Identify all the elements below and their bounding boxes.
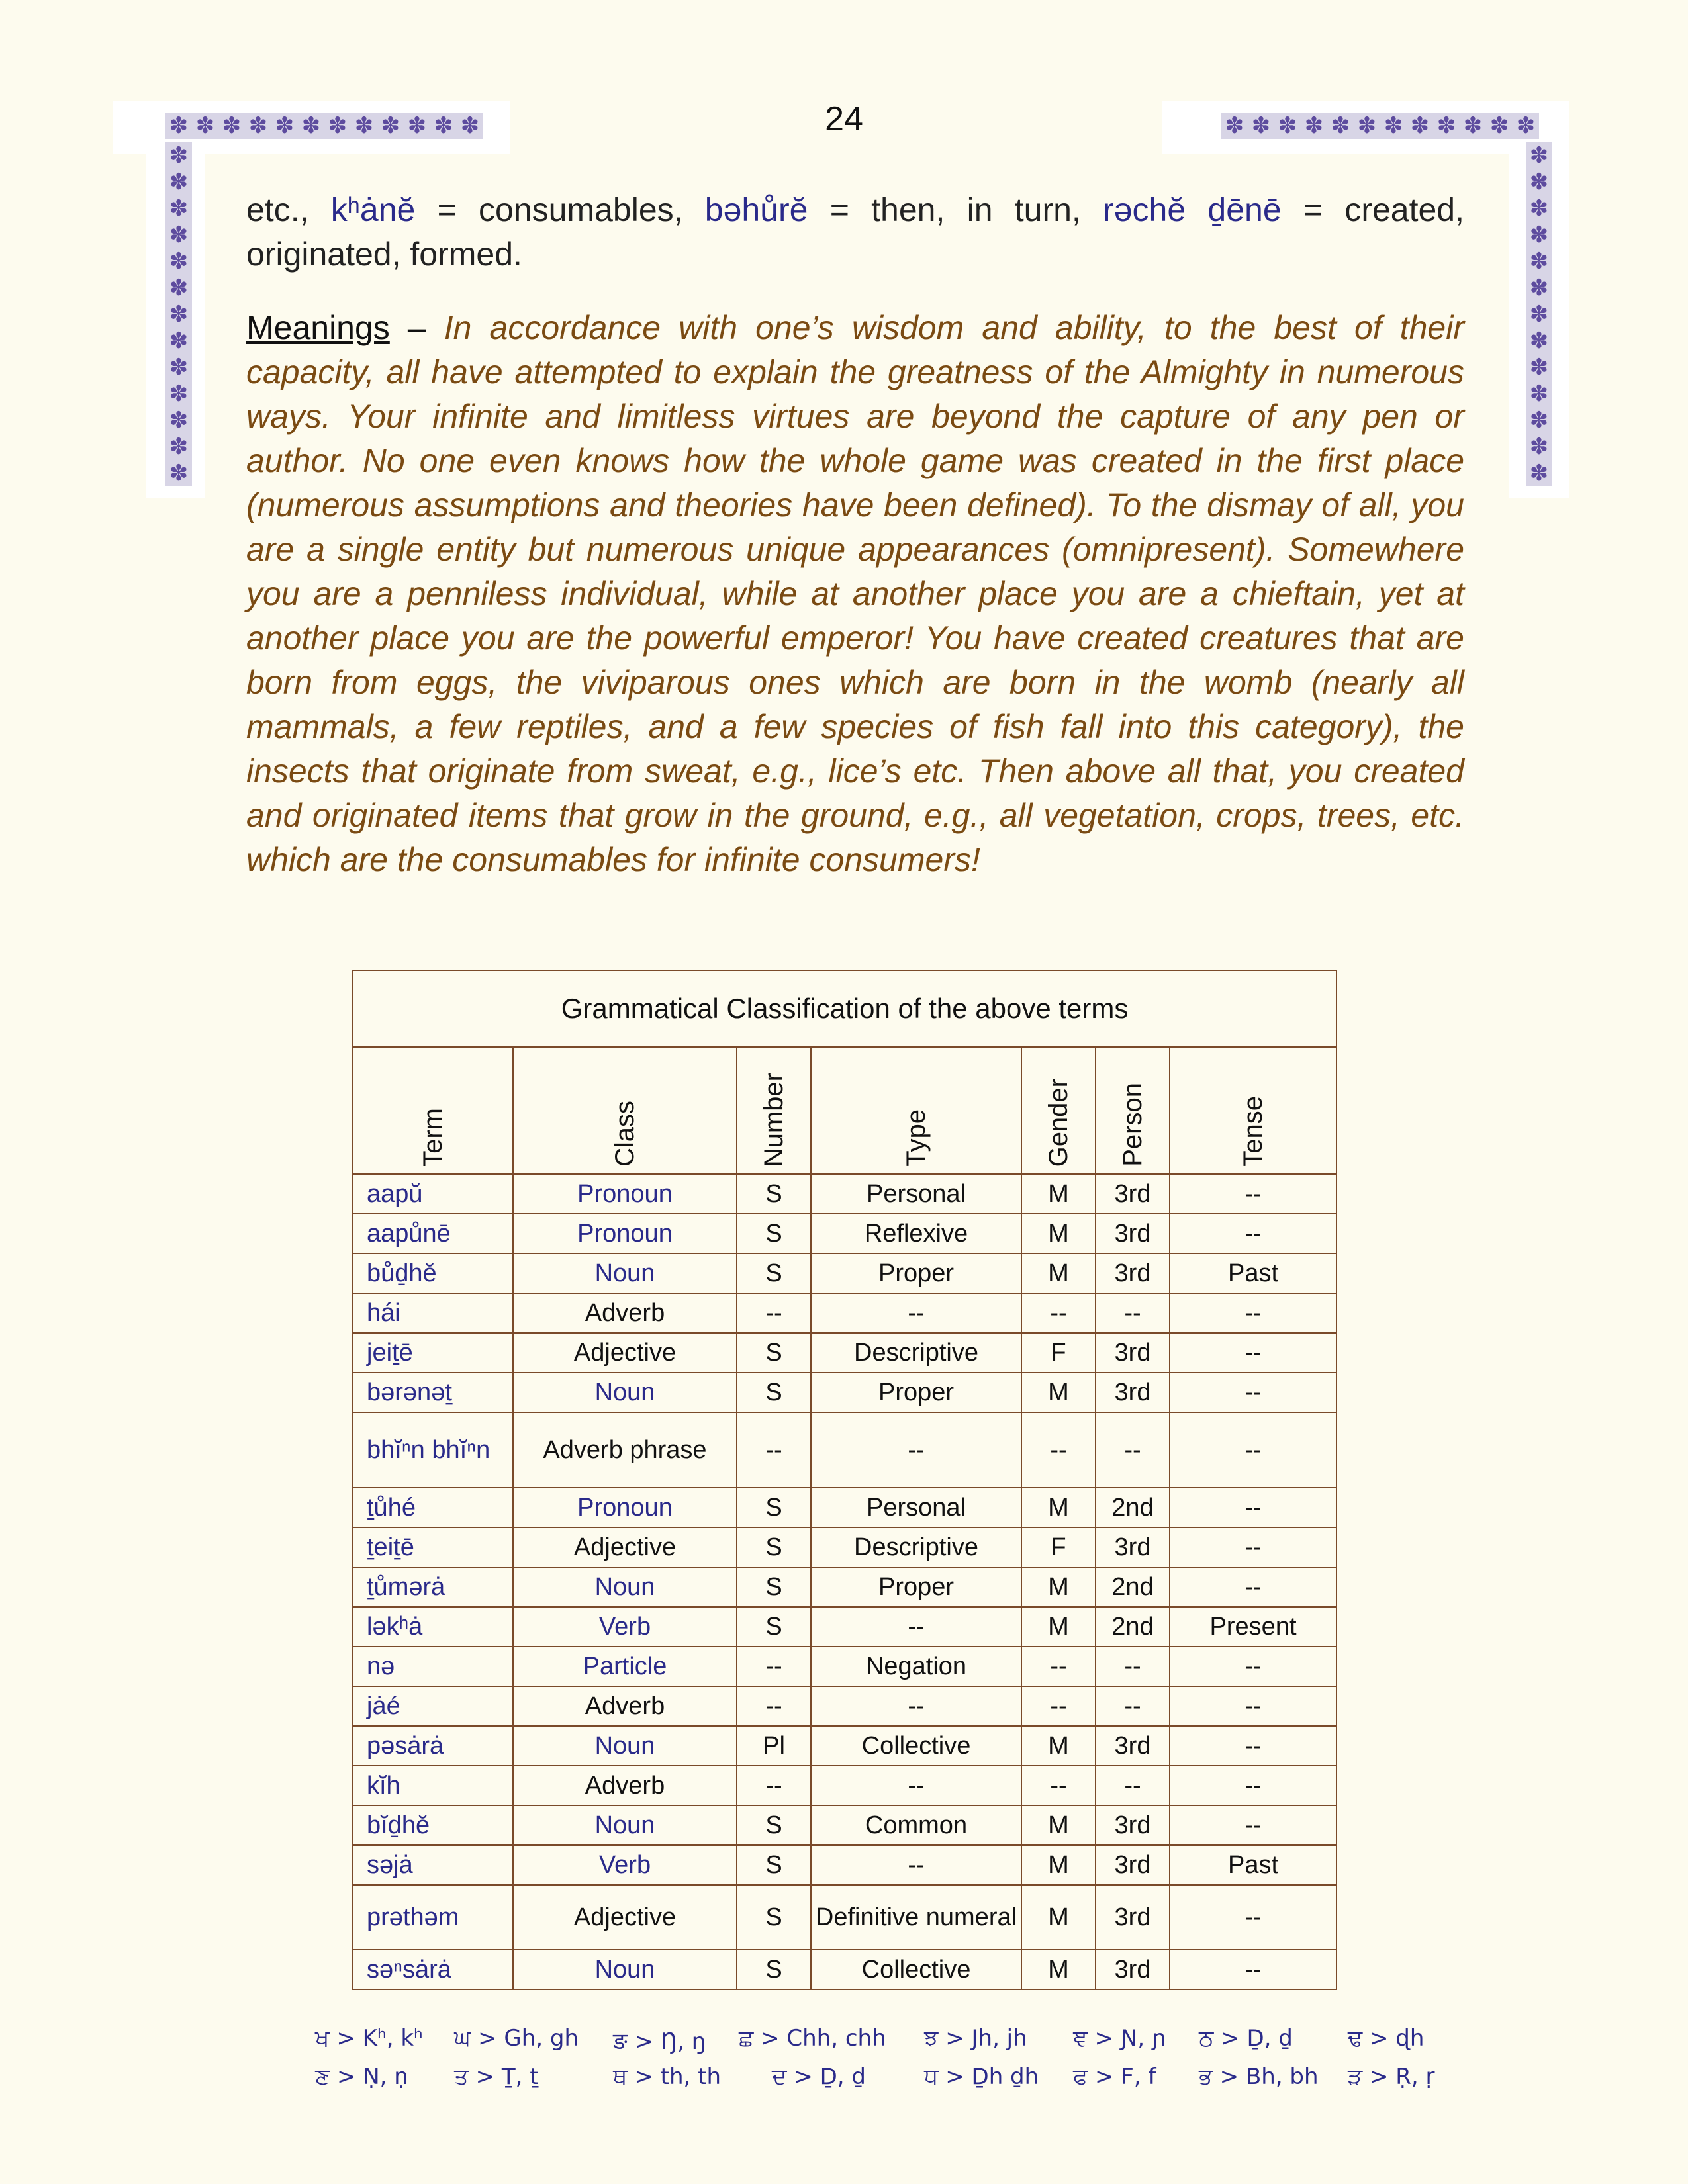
cell-number: S xyxy=(737,1845,811,1885)
cell-class: Noun xyxy=(513,1253,737,1293)
table-row xyxy=(353,1647,1336,1686)
cell-number: -- xyxy=(737,1412,811,1488)
cell-number: S xyxy=(737,1805,811,1845)
header-class: Class xyxy=(513,1047,737,1174)
cell-type: -- xyxy=(811,1412,1021,1488)
cell-person: 3rd xyxy=(1096,1726,1170,1766)
cell-type: Negation xyxy=(811,1647,1021,1686)
legend-row2-item: ਫ > F, f xyxy=(1073,2064,1156,2090)
cell-type: Collective xyxy=(811,1950,1021,1989)
cell-class: Adjective xyxy=(513,1527,737,1567)
table-row xyxy=(353,1214,1336,1253)
gloss-term-rache-dene: rəchĕ ḏēnē xyxy=(1103,191,1282,228)
cell-term: səⁿsȧrȧ xyxy=(353,1950,513,1989)
legend-row1-item: ਠ > Ḏ, ḏ xyxy=(1199,2025,1293,2052)
cell-tense: -- xyxy=(1170,1885,1336,1950)
cell-number: S xyxy=(737,1607,811,1647)
cell-term: bərənəṯ xyxy=(353,1373,513,1412)
cell-tense: -- xyxy=(1170,1726,1336,1766)
cell-gender: M xyxy=(1021,1950,1096,1989)
cell-person: 2nd xyxy=(1096,1567,1170,1607)
cell-gender: M xyxy=(1021,1567,1096,1607)
gloss-term-bahure: bəhůrĕ xyxy=(704,191,808,228)
cell-tense: -- xyxy=(1170,1686,1336,1726)
cell-term: nə xyxy=(353,1647,513,1686)
header-person: Person xyxy=(1096,1047,1170,1174)
cell-person: 3rd xyxy=(1096,1333,1170,1373)
cell-tense: -- xyxy=(1170,1373,1336,1412)
legend-row1-item: ਞ > Ɲ, ɲ xyxy=(1073,2025,1166,2052)
cell-type: -- xyxy=(811,1293,1021,1333)
cell-gender: -- xyxy=(1021,1293,1096,1333)
cell-number: -- xyxy=(737,1293,811,1333)
header-term: Term xyxy=(353,1047,513,1174)
legend-row2-item: ੜ > Ṛ, ṛ xyxy=(1348,2064,1435,2090)
cell-number: Pl xyxy=(737,1726,811,1766)
cell-type: Definitive numeral xyxy=(811,1885,1021,1950)
cell-term: aapůnē xyxy=(353,1214,513,1253)
cell-gender: M xyxy=(1021,1214,1096,1253)
cell-number: S xyxy=(737,1373,811,1412)
cell-class: Noun xyxy=(513,1726,737,1766)
cell-tense: -- xyxy=(1170,1412,1336,1488)
cell-term: pəsȧrȧ xyxy=(353,1726,513,1766)
legend-row2-item: ਤ > Ṯ, ṯ xyxy=(454,2064,539,2090)
cell-person: -- xyxy=(1096,1293,1170,1333)
cell-type: Descriptive xyxy=(811,1333,1021,1373)
table-row xyxy=(353,1293,1336,1333)
page-number: 24 xyxy=(825,100,863,138)
gloss-def-2: = then, in turn, xyxy=(808,191,1103,228)
cell-class: Adverb xyxy=(513,1686,737,1726)
cell-term: ṯůhé xyxy=(353,1488,513,1527)
meanings-text: In accordance with one’s wisdom and ability, to the best of their capacity, all have attempted to explain the greatness of the Almighty in numerous ways. Your infinite and limitless virtues are beyond the capture of any pen or author. No one even knows how the whole game was created in the first place (numerous assumptions and theories have been defined). To the dismay of all, you are a single entity but numerous unique appearances (omnipresent). Somewhere you are a penniless individual, while at another place you are a chieftain, yet at another place you are the powerful emperor! You have created creatures that are born from eggs, the viviparous ones which are born in the womb (nearly all mammals, a few reptiles, and a few species of fish fall into this category), the insects that originate from sweat, e.g., lice’s etc. Then above all that, you created and originated items that grow in the ground, e.g., all vegetation, crops, trees, etc. which are the consumables for infinite consumers! xyxy=(246,309,1464,878)
cell-gender: -- xyxy=(1021,1412,1096,1488)
cell-number: -- xyxy=(737,1647,811,1686)
legend-row2-item: ਦ > Ḏ, ḏ xyxy=(772,2064,866,2090)
cell-tense: -- xyxy=(1170,1333,1336,1373)
cell-term: jȧé xyxy=(353,1686,513,1726)
header-type: Type xyxy=(811,1047,1021,1174)
cell-gender: -- xyxy=(1021,1686,1096,1726)
table-row xyxy=(353,1607,1336,1647)
cell-type: Common xyxy=(811,1805,1021,1845)
cell-term: bhĭⁿn bhĭⁿn xyxy=(353,1412,513,1488)
cell-term: ṯůmərȧ xyxy=(353,1567,513,1607)
table-row xyxy=(353,1766,1336,1805)
cell-type: Proper xyxy=(811,1373,1021,1412)
cell-type: Descriptive xyxy=(811,1527,1021,1567)
cell-type: -- xyxy=(811,1845,1021,1885)
table-row xyxy=(353,1527,1336,1567)
meanings-label: Meanings xyxy=(246,309,390,346)
cell-gender: -- xyxy=(1021,1647,1096,1686)
cell-number: S xyxy=(737,1174,811,1214)
table-row xyxy=(353,1373,1336,1412)
cell-type: -- xyxy=(811,1607,1021,1647)
ornament-top-left: ✽ ✽ ✽ ✽ ✽ ✽ ✽ ✽ ✽ ✽ ✽ ✽ xyxy=(165,113,483,139)
cell-number: S xyxy=(737,1253,811,1293)
cell-class: Adverb xyxy=(513,1766,737,1805)
legend-row1-item: ਛ > Chh, chh xyxy=(739,2025,886,2052)
gloss-paragraph xyxy=(246,188,1464,277)
header-tense: Tense xyxy=(1170,1047,1336,1174)
table-body xyxy=(353,1174,1336,1989)
ornament-right: ✽ ✽ ✽ ✽ ✽ ✽ ✽ ✽ ✽ ✽ ✽ ✽ ✽ xyxy=(1526,142,1552,486)
gloss-term-khane: kʰȧnĕ xyxy=(330,191,416,228)
table-row xyxy=(353,1686,1336,1726)
ornament-top-right: ✽ ✽ ✽ ✽ ✽ ✽ ✽ ✽ ✽ ✽ ✽ ✽ xyxy=(1221,113,1539,139)
cell-tense: -- xyxy=(1170,1293,1336,1333)
header-gender: Gender xyxy=(1021,1047,1096,1174)
cell-tense: -- xyxy=(1170,1950,1336,1989)
meanings-dash: – xyxy=(389,309,444,346)
cell-person: 3rd xyxy=(1096,1885,1170,1950)
cell-gender: M xyxy=(1021,1885,1096,1950)
ornament-left: ✽ ✽ ✽ ✽ ✽ ✽ ✽ ✽ ✽ ✽ ✽ ✽ ✽ xyxy=(165,142,192,486)
cell-class: Noun xyxy=(513,1567,737,1607)
cell-class: Verb xyxy=(513,1607,737,1647)
cell-class: Verb xyxy=(513,1845,737,1885)
cell-class: Adjective xyxy=(513,1333,737,1373)
cell-gender: M xyxy=(1021,1726,1096,1766)
cell-type: Proper xyxy=(811,1253,1021,1293)
cell-class: Particle xyxy=(513,1647,737,1686)
cell-tense: -- xyxy=(1170,1527,1336,1567)
cell-tense: -- xyxy=(1170,1567,1336,1607)
cell-person: 3rd xyxy=(1096,1950,1170,1989)
table-row xyxy=(353,1885,1336,1950)
cell-term: bĭḏhĕ xyxy=(353,1805,513,1845)
table-row xyxy=(353,1488,1336,1527)
cell-type: Proper xyxy=(811,1567,1021,1607)
cell-gender: M xyxy=(1021,1488,1096,1527)
cell-tense: Present xyxy=(1170,1607,1336,1647)
cell-number: S xyxy=(737,1333,811,1373)
cell-gender: F xyxy=(1021,1527,1096,1567)
table-row xyxy=(353,1174,1336,1214)
cell-term: səjȧ xyxy=(353,1845,513,1885)
cell-type: Personal xyxy=(811,1488,1021,1527)
cell-person: 3rd xyxy=(1096,1253,1170,1293)
cell-person: -- xyxy=(1096,1412,1170,1488)
legend-row2-item: ਣ > Ṇ, ṇ xyxy=(315,2064,408,2090)
legend-row2-item: ਭ > Bh, bh xyxy=(1199,2064,1319,2090)
cell-person: -- xyxy=(1096,1647,1170,1686)
cell-term: prəthəm xyxy=(353,1885,513,1950)
table-row xyxy=(353,1845,1336,1885)
cell-number: S xyxy=(737,1214,811,1253)
cell-tense: Past xyxy=(1170,1253,1336,1293)
cell-class: Pronoun xyxy=(513,1488,737,1527)
cell-tense: -- xyxy=(1170,1805,1336,1845)
gloss-lead: etc., xyxy=(246,191,309,228)
cell-person: 3rd xyxy=(1096,1527,1170,1567)
cell-class: Adjective xyxy=(513,1885,737,1950)
cell-gender: -- xyxy=(1021,1766,1096,1805)
cell-tense: -- xyxy=(1170,1174,1336,1214)
legend-row1-item: ਝ > Jh, jh xyxy=(924,2025,1027,2052)
cell-term: ṯeiṯē xyxy=(353,1527,513,1567)
table-row xyxy=(353,1950,1336,1989)
cell-term: aapŭ xyxy=(353,1174,513,1214)
cell-gender: M xyxy=(1021,1174,1096,1214)
gloss-def-1: = consumables, xyxy=(415,191,705,228)
cell-term: jeiṯē xyxy=(353,1333,513,1373)
table-row xyxy=(353,1253,1336,1293)
table-row xyxy=(353,1333,1336,1373)
cell-class: Adverb xyxy=(513,1293,737,1333)
legend-row1-item: ਢ > ɖh xyxy=(1348,2025,1425,2052)
legend-row2-item: ਥ > th, th xyxy=(613,2064,722,2090)
cell-person: 2nd xyxy=(1096,1607,1170,1647)
cell-gender: M xyxy=(1021,1373,1096,1412)
cell-tense: -- xyxy=(1170,1766,1336,1805)
cell-type: -- xyxy=(811,1686,1021,1726)
cell-person: 3rd xyxy=(1096,1373,1170,1412)
cell-person: 3rd xyxy=(1096,1845,1170,1885)
cell-number: S xyxy=(737,1488,811,1527)
cell-type: Personal xyxy=(811,1174,1021,1214)
table-row xyxy=(353,1726,1336,1766)
cell-term: kĭh xyxy=(353,1766,513,1805)
cell-term: bůḏhĕ xyxy=(353,1253,513,1293)
cell-type: Collective xyxy=(811,1726,1021,1766)
cell-gender: M xyxy=(1021,1253,1096,1293)
header-number: Number xyxy=(737,1047,811,1174)
table-row xyxy=(353,1805,1336,1845)
table-header-row xyxy=(353,1047,1336,1174)
cell-person: -- xyxy=(1096,1766,1170,1805)
cell-person: -- xyxy=(1096,1686,1170,1726)
cell-class: Noun xyxy=(513,1373,737,1412)
cell-type: -- xyxy=(811,1766,1021,1805)
cell-class: Noun xyxy=(513,1950,737,1989)
cell-term: ləkʰȧ xyxy=(353,1607,513,1647)
cell-person: 3rd xyxy=(1096,1214,1170,1253)
table-row xyxy=(353,1567,1336,1607)
cell-tense: -- xyxy=(1170,1488,1336,1527)
cell-number: S xyxy=(737,1567,811,1607)
cell-number: S xyxy=(737,1527,811,1567)
legend-row1-item: ਘ > Gh, gh xyxy=(454,2025,579,2052)
table-caption: Grammatical Classification of the above terms xyxy=(353,970,1336,1047)
legend-row1-item: ङ > Ŋ, ŋ xyxy=(613,2028,706,2055)
cell-tense: Past xyxy=(1170,1845,1336,1885)
cell-number: S xyxy=(737,1950,811,1989)
cell-gender: F xyxy=(1021,1333,1096,1373)
gloss-def-3: = created, originated, formed. xyxy=(246,191,1464,273)
cell-gender: M xyxy=(1021,1607,1096,1647)
table-row xyxy=(353,1412,1336,1488)
cell-gender: M xyxy=(1021,1805,1096,1845)
cell-class: Pronoun xyxy=(513,1214,737,1253)
cell-person: 2nd xyxy=(1096,1488,1170,1527)
cell-term: hái xyxy=(353,1293,513,1333)
cell-number: S xyxy=(737,1885,811,1950)
cell-tense: -- xyxy=(1170,1647,1336,1686)
legend-row1-item: ਖ > Kʰ, kʰ xyxy=(315,2025,423,2052)
legend-row2-item: ਧ > Ḏh ḏh xyxy=(924,2064,1039,2090)
cell-person: 3rd xyxy=(1096,1174,1170,1214)
cell-person: 3rd xyxy=(1096,1805,1170,1845)
cell-class: Pronoun xyxy=(513,1174,737,1214)
cell-class: Noun xyxy=(513,1805,737,1845)
cell-type: Reflexive xyxy=(811,1214,1021,1253)
cell-number: -- xyxy=(737,1686,811,1726)
grammar-table xyxy=(352,970,1337,1990)
cell-number: -- xyxy=(737,1766,811,1805)
meanings-paragraph xyxy=(246,306,1464,882)
cell-gender: M xyxy=(1021,1845,1096,1885)
cell-class: Adverb phrase xyxy=(513,1412,737,1488)
cell-tense: -- xyxy=(1170,1214,1336,1253)
